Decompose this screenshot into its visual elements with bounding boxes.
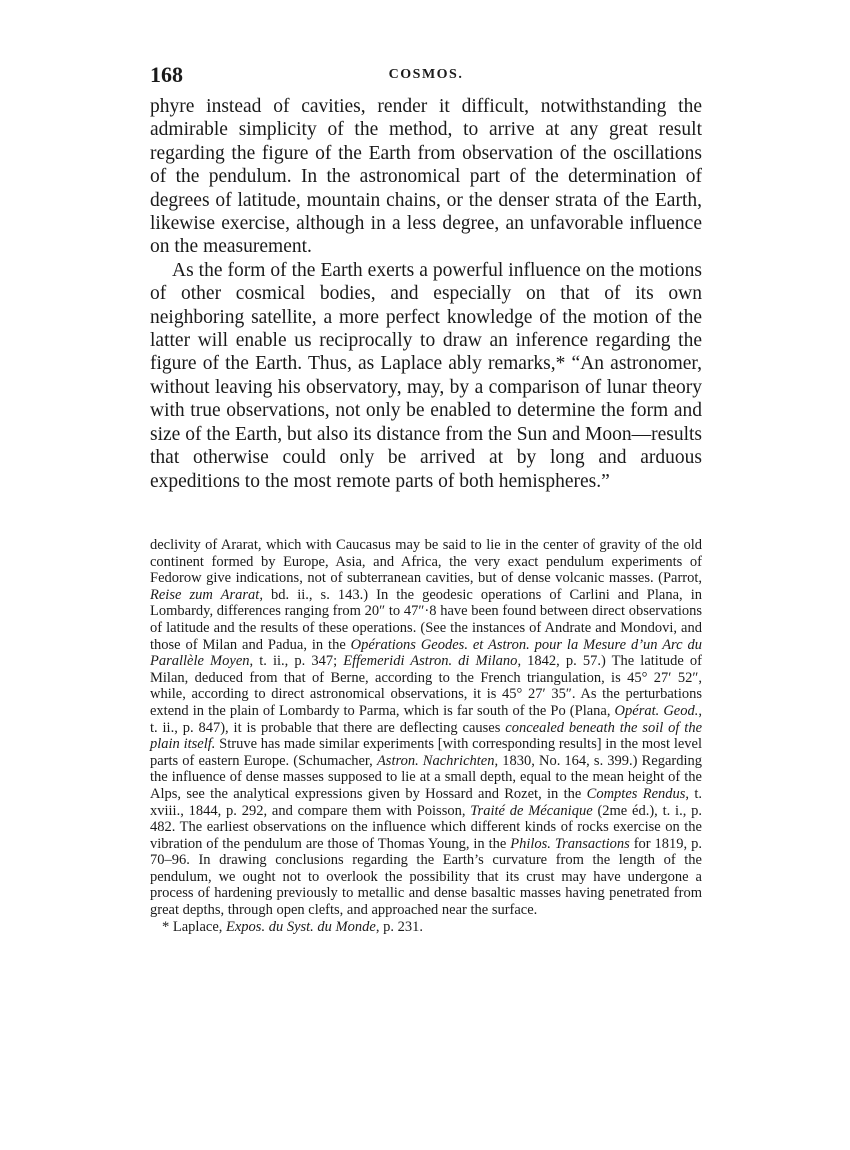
footnote-emphasis: concealed beneath the soil of the plain itself. — [150, 719, 702, 753]
page-number: 168 — [150, 62, 183, 87]
page-header — [150, 62, 702, 88]
footnote-segment: , bd. ii., s. 143.) In the geodesic operations of Carlini and Plana, in Lombardy, differences ranging from 20″ to 47″·8 have been found between direct observations of latitude and the results of these operations. (See the instances of Andrate and Mondovi, and those of Milan and Padua, in the — [150, 586, 702, 653]
footnote-segment: , t. ii., p. 847), it is probable that there are deflecting causes — [150, 702, 702, 736]
main-text — [150, 95, 702, 493]
footnote-segment: , 1842, p. 57.) The latitude of Milan, deduced from that of Berne, according to the French triangulation, is 45° 27′ 52″, while, according to direct astronomical observations, it is 45° 27′ 35″. As the perturbations extend in the plain of Lombardy to Parma, which is far south of the Po (Plana, — [150, 653, 702, 719]
footnote-segment: , 1830, No. 164, s. 399.) Regarding the influence of dense masses supposed to lie at a small depth, equal to the mean height of the Alps, see the analytical expressions given by Hossard and Rozet, in the — [150, 752, 703, 802]
footnote-segment: (2me éd.), t. i., p. 482. The earliest observations on the influence which different kinds of rocks exercise on the vibration of the pendulum are those of Thomas Young, in the — [150, 802, 702, 852]
paragraph-2: As the form of the Earth exerts a powerful influence on the motions of other cosmical bodies, and especially on that of its own neighboring satellite, a more perfect knowledge of the motion of the latter will enable us reciprocally to draw an inference regarding the figure of the Earth. Thus, as Laplace ably remarks,* “An astronomer, without leaving his observatory, may, by a comparison of lunar theory with true observations, not only be enabled to determine the form and size of the Earth, but also its distance from the Sun and Moon—results that otherwise could only be arrived at by long and arduous expeditions to the most remote parts of both hemispheres.” — [150, 259, 702, 492]
running-title: COSMOS. — [388, 67, 464, 82]
footnote-citation: Philos. Transactions — [510, 835, 630, 852]
footnote-citation: Astron. Nachrichten — [376, 752, 495, 769]
footnote-work-title: Expos. du Syst. du Monde — [226, 918, 376, 935]
paragraph-1: phyre instead of cavities, render it difficult, notwithstanding the admirable simplicity of the method, to arrive at any great result regarding the figure of the Earth from observation of the oscillations of the pendulum. In the astronomical part of the determination of degrees of latitude, mountain chains, or the denser strata of the Earth, likewise exercise, although in a less degree, an unfavorable influence on the measurement. — [150, 96, 702, 258]
footnote-citation: Comptes Rendus — [586, 785, 686, 802]
footnote-citation: Reise zum Ararat — [150, 586, 260, 603]
footnote-citation: Opérations Geodes. et Astron. pour la Mesure d’un Arc du Parallèle Moyen — [150, 636, 703, 670]
footnotes — [150, 537, 702, 935]
footnote-citation: Effemeridi Astron. di Milano — [343, 653, 518, 670]
footnote-segment: Struve has made similar experiments [with corresponding results] in the most level parts of eastern Europe. (Schumacher, — [150, 736, 703, 769]
footnote-marker: * — [162, 918, 173, 935]
footnote-author: Laplace, — [172, 918, 227, 935]
footnote-continuation — [150, 537, 702, 919]
footnote-citation: Opérat. Geod. — [614, 702, 699, 719]
footnote-segment: for 1819, p. 70–96. In drawing conclusions regarding the Earth’s curvature from the length of the pendulum, we ought not to overlook the possibility that its crust may have undergone a process of hardening previously to metallic and dense basaltic masses having penetrated from great depths, through open clefts, and approached near the surface. — [150, 835, 702, 919]
footnote-segment: , t. ii., p. 347; — [249, 653, 344, 670]
footnote-laplace — [150, 919, 702, 936]
footnote-segment: declivity of Ararat, which with Caucasus may be said to lie in the center of gravity of the old continent formed by Europe, Asia, and Africa, the very exact pendulum experiments of Fedorow give indications, not of subterranean cavities, but of dense volcanic masses. (Parrot, — [150, 537, 702, 587]
footnote-segment: , t. xviii., 1844, p. 292, and compare them with Poisson, — [150, 785, 703, 819]
footnote-page-ref: , p. 231. — [375, 918, 423, 935]
footnote-citation: Traité de Mécanique — [470, 802, 593, 819]
